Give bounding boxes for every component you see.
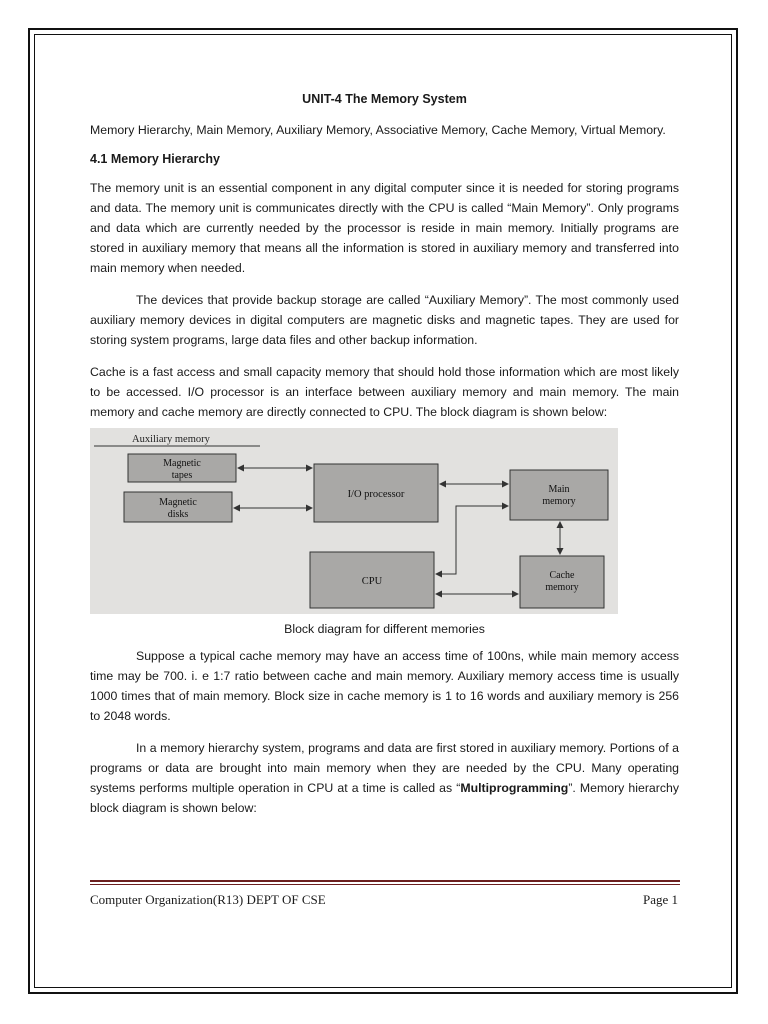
cpu-main-arrow <box>436 506 508 574</box>
footer-course: Computer Organization(R13) DEPT OF CSE <box>90 892 326 907</box>
magnetic-tapes-label-2: tapes <box>171 470 193 481</box>
multiprogramming-term: Multiprogramming <box>460 781 569 795</box>
cpu-label: CPU <box>361 576 383 587</box>
main-memory-label-1: Main <box>548 484 570 495</box>
footer-page-number: Page 1 <box>642 892 678 907</box>
paragraph-5-text-b: ”. Memory hierarchy block diagram is shown below: <box>90 781 679 815</box>
paragraph-5 <box>90 738 679 818</box>
document-body <box>90 92 679 818</box>
paragraph-1: The memory unit is an essential component in any digital computer since it is needed for storing programs and data. The memory unit is communicates directly with the CPU is called “Main Memory”. Only programs and data which are currently needed by the processor is reside in main memory. Initially programs are stored in auxiliary memory that means all the information is stored in auxiliary memory and transferred into main memory when needed. <box>90 181 679 275</box>
cache-memory-label-1: Cache <box>549 570 575 581</box>
section-heading: 4.1 Memory Hierarchy <box>90 152 220 166</box>
magnetic-disks-label-2: disks <box>167 509 189 520</box>
paragraph-5-text-a: In a memory hierarchy system, programs and data are first stored in auxiliary memory. Portions of a programs or data are brought into main memory when they are needed by the CPU. Many operating systems performs multiple operation in CPU at a time is called as “ <box>90 741 679 795</box>
magnetic-tapes-label-1: Magnetic <box>163 458 201 469</box>
io-processor-label: I/O processor <box>347 489 405 500</box>
topics-list: Memory Hierarchy, Main Memory, Auxiliary Memory, Associative Memory, Cache Memory, Virtual Memory. <box>90 123 666 137</box>
paragraph-3: Cache is a fast access and small capacity memory that should hold those information which are most likely to be accessed. I/O processor is an interface between auxiliary memory and main memory. The main memory and cache memory are directly connected to CPU. The block diagram is shown below: <box>90 365 679 419</box>
main-memory-label-2: memory <box>542 496 576 507</box>
diagram-svg <box>90 428 618 614</box>
page-title: UNIT-4 The Memory System <box>302 92 467 106</box>
paragraph-4: Suppose a typical cache memory may have an access time of 100ns, while main memory access time may be 700. i. e 1:7 ratio between cache and main memory. Auxiliary memory access time is usually 1000 times that of main memory. Block size in cache memory is 1 to 16 words and auxiliary memory is 256 to 2048 words. <box>90 649 679 723</box>
diagram-caption: Block diagram for different memories <box>284 622 485 636</box>
footer-rule-thick <box>90 880 680 882</box>
auxiliary-group-label: Auxiliary memory <box>132 434 210 445</box>
cache-memory-label-2: memory <box>545 582 579 593</box>
footer-rule-thin <box>90 884 680 885</box>
main-memory-box <box>510 470 608 520</box>
magnetic-disks-label-1: Magnetic <box>159 497 197 508</box>
memory-block-diagram <box>90 428 618 614</box>
paragraph-2: The devices that provide backup storage are called “Auxiliary Memory”. The most commonly used auxiliary memory devices in digital computers are magnetic disks and magnetic tapes. They are used for storing system programs, large data files and other backup information. <box>90 293 679 347</box>
